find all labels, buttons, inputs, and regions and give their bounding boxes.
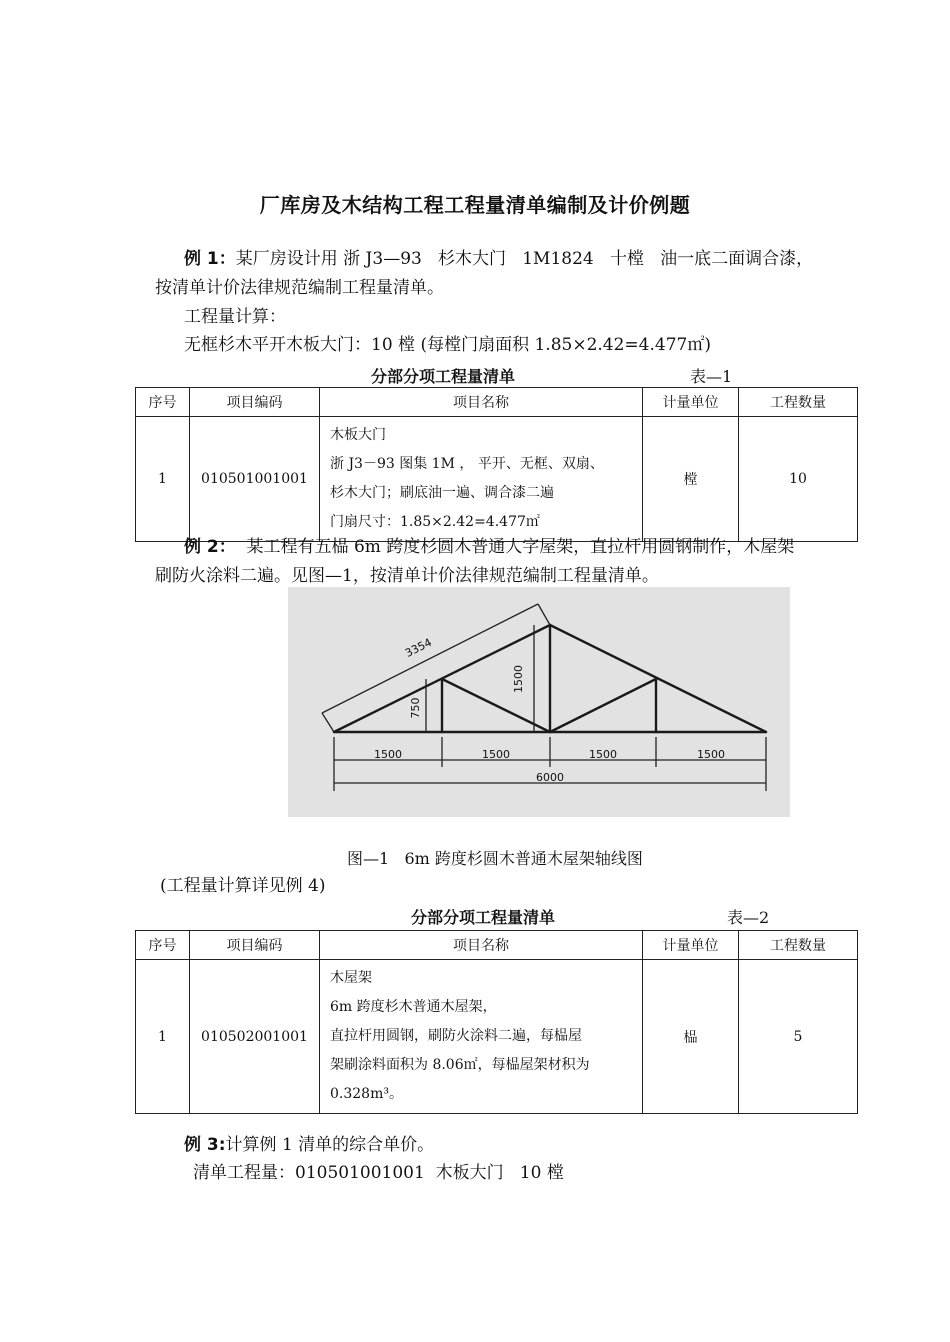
example-1-text: 某厂房设计用 浙 J3—93 杉木大门 1M1824 十樘 油一底二面调合漆，	[235, 249, 814, 269]
table-header-row	[136, 931, 858, 960]
cell-seq: 1	[136, 960, 190, 1114]
example-3-text: 计算例 1 清单的综合单价。	[225, 1135, 435, 1155]
dim-span: 6000	[536, 771, 564, 784]
cell-unit: 樘	[643, 417, 739, 542]
name-line: 木板大门	[330, 427, 386, 443]
example-2-label: 例 2：	[184, 537, 236, 557]
header-name: 项目名称	[320, 388, 643, 417]
dim-queen-post: 750	[409, 697, 422, 719]
bill-table-2	[135, 930, 858, 1114]
calc-label: 工程量计算：	[184, 307, 286, 327]
table-1-caption: 分部分项工程量清单	[371, 367, 516, 386]
truss-figure	[288, 587, 790, 817]
cell-unit: 榀	[643, 960, 739, 1114]
dim-panel-4: 1500	[697, 748, 725, 761]
cell-name	[320, 417, 643, 542]
example-2-line-2: 刷防火涂料二遍。见图—1，按清单计价法律规范编制工程量清单。	[155, 566, 659, 586]
name-line: 木屋架	[330, 970, 372, 986]
truss-drawing	[288, 587, 790, 817]
example-2-text: 某工程有五榀 6m 跨度杉圆木普通人字屋架，直拉杆用圆钢制作，木屋架	[235, 537, 795, 557]
example-1-line-1	[184, 247, 813, 271]
note-line: (工程量计算详见例 4)	[160, 876, 326, 896]
name-line: 架刷涂料面积为 8.06㎡，每榀屋架材积为	[330, 1057, 590, 1073]
dim-rafter: 3354	[403, 635, 434, 660]
table-row	[136, 417, 858, 542]
dim-panel-3: 1500	[589, 748, 617, 761]
figure-caption: 图—1 6m 跨度杉圆木普通木屋架轴线图	[347, 849, 643, 868]
cell-code: 010501001001	[190, 417, 320, 542]
header-qty: 工程数量	[739, 388, 858, 417]
header-name: 项目名称	[320, 931, 643, 960]
cell-code: 010502001001	[190, 960, 320, 1114]
header-code: 项目编码	[190, 931, 320, 960]
cell-qty: 10	[739, 417, 858, 542]
dim-panel-2: 1500	[482, 748, 510, 761]
name-line: 0.328m³。	[330, 1086, 403, 1102]
name-line: 杉木大门；刷底油一遍、调合漆二遍	[330, 485, 554, 501]
page-title: 厂库房及木结构工程工程量清单编制及计价例题	[259, 193, 691, 217]
example-1-label: 例 1：	[184, 249, 236, 269]
header-unit: 计量单位	[643, 931, 739, 960]
table-header-row	[136, 388, 858, 417]
table-1-number: 表—1	[690, 367, 733, 386]
example-3-label: 例 3:	[184, 1135, 226, 1155]
header-seq: 序号	[136, 388, 190, 417]
name-line: 直拉杆用圆钢，刷防火涂料二遍，每榀屋	[330, 1028, 582, 1044]
example-3-line-1	[184, 1133, 434, 1157]
example-2-line-1	[184, 535, 794, 559]
bill-table-1	[135, 387, 858, 542]
name-line: 门扇尺寸：1.85×2.42=4.477㎡	[330, 514, 540, 530]
example-3-line-2: 清单工程量：010501001001 木板大门 10 樘	[193, 1163, 564, 1183]
dim-panel-1: 1500	[374, 748, 402, 761]
cell-name	[320, 960, 643, 1114]
cell-qty: 5	[739, 960, 858, 1114]
dim-king-post: 1500	[512, 665, 525, 693]
header-seq: 序号	[136, 931, 190, 960]
header-unit: 计量单位	[643, 388, 739, 417]
name-line: 6m 跨度杉木普通木屋架，	[330, 999, 497, 1015]
table-row	[136, 960, 858, 1114]
cell-seq: 1	[136, 417, 190, 542]
example-1-line-2: 按清单计价法律规范编制工程量清单。	[155, 278, 444, 298]
table-2-caption: 分部分项工程量清单	[411, 908, 556, 927]
header-qty: 工程数量	[739, 931, 858, 960]
table-2-number: 表—2	[727, 908, 770, 927]
header-code: 项目编码	[190, 388, 320, 417]
name-line: 浙 J3－93 图集 1M ， 平开、无框、双扇、	[330, 456, 604, 472]
calc-line: 无框杉木平开木板大门：10 樘 (每樘门扇面积 1.85×2.42=4.477㎡)	[184, 335, 711, 355]
